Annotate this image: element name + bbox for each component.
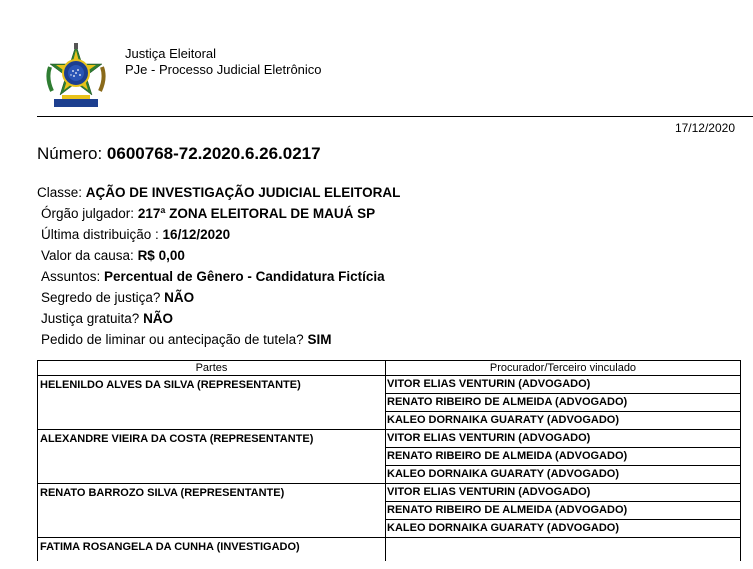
lawyer-entry: VITOR ELIAS VENTURIN (ADVOGADO) <box>386 430 740 448</box>
system-name: PJe - Processo Judicial Eletrônico <box>125 62 322 77</box>
column-header-partes: Partes <box>38 361 386 376</box>
info-valor-causa <box>37 245 400 266</box>
info-value: AÇÃO DE INVESTIGAÇÃO JUDICIAL ELEITORAL <box>85 185 401 200</box>
table-row <box>38 430 741 484</box>
info-label: Última distribuição : <box>41 227 163 242</box>
header-divider <box>37 116 753 117</box>
info-label: Pedido de liminar ou antecipação de tutela? <box>41 332 308 347</box>
lawyer-entry: KALEO DORNAIKA GUARATY (ADVOGADO) <box>387 468 620 480</box>
party-cell: FATIMA ROSANGELA DA CUNHA (INVESTIGADO) <box>38 538 386 562</box>
info-value: NÃO <box>143 311 174 326</box>
info-value: 217ª ZONA ELEITORAL DE MAUÁ SP <box>137 206 376 221</box>
lawyer-entry: RENATO RIBEIRO DE ALMEIDA (ADVOGADO) <box>386 394 740 412</box>
org-name: Justiça Eleitoral <box>125 46 217 61</box>
party-cell: RENATO BARROZO SILVA (REPRESENTANTE) <box>38 484 386 538</box>
lawyers-cell <box>386 538 741 562</box>
process-number-value: 0600768-72.2020.6.26.0217 <box>106 144 321 163</box>
lawyer-entry: KALEO DORNAIKA GUARATY (ADVOGADO) <box>387 414 620 426</box>
info-value: SIM <box>307 332 332 347</box>
table-row <box>38 538 741 562</box>
document-date: 17/12/2020 <box>674 121 735 135</box>
info-classe <box>37 182 400 203</box>
document-header <box>40 38 753 116</box>
process-number <box>37 144 321 164</box>
organization-title <box>125 46 322 78</box>
process-number-label: Número: <box>37 144 107 163</box>
brazil-coat-of-arms-icon <box>45 40 107 112</box>
info-value: R$ 0,00 <box>137 248 185 263</box>
lawyers-cell <box>386 376 741 430</box>
info-value: Percentual de Gênero - Candidatura Fictícia <box>104 269 385 284</box>
info-label: Justiça gratuita? <box>41 311 144 326</box>
info-assuntos <box>37 266 400 287</box>
info-value: 16/12/2020 <box>162 227 231 242</box>
info-pedido-liminar <box>37 329 400 350</box>
info-value: NÃO <box>164 290 195 305</box>
info-ultima-distribuicao <box>37 224 400 245</box>
lawyers-cell <box>386 484 741 538</box>
lawyer-entry: RENATO RIBEIRO DE ALMEIDA (ADVOGADO) <box>386 502 740 520</box>
info-label: Órgão julgador: <box>41 206 138 221</box>
info-justica-gratuita <box>37 308 400 329</box>
info-label: Valor da causa: <box>41 248 138 263</box>
info-segredo-justica <box>37 287 400 308</box>
table-row <box>38 484 741 538</box>
parties-table <box>37 360 741 561</box>
info-label: Classe: <box>37 185 86 200</box>
lawyer-entry: RENATO RIBEIRO DE ALMEIDA (ADVOGADO) <box>386 448 740 466</box>
process-info <box>37 182 400 350</box>
table-row <box>38 376 741 430</box>
info-orgao-julgador <box>37 203 400 224</box>
lawyers-cell <box>386 430 741 484</box>
lawyer-entry: VITOR ELIAS VENTURIN (ADVOGADO) <box>386 484 740 502</box>
lawyer-entry: VITOR ELIAS VENTURIN (ADVOGADO) <box>386 376 740 394</box>
table-header-row <box>38 361 741 376</box>
party-cell: ALEXANDRE VIEIRA DA COSTA (REPRESENTANTE) <box>38 430 386 484</box>
column-header-procurador: Procurador/Terceiro vinculado <box>386 361 741 376</box>
info-label: Segredo de justiça? <box>41 290 165 305</box>
info-label: Assuntos: <box>41 269 105 284</box>
lawyer-entry: KALEO DORNAIKA GUARATY (ADVOGADO) <box>387 522 620 534</box>
party-cell: HELENILDO ALVES DA SILVA (REPRESENTANTE) <box>38 376 386 430</box>
